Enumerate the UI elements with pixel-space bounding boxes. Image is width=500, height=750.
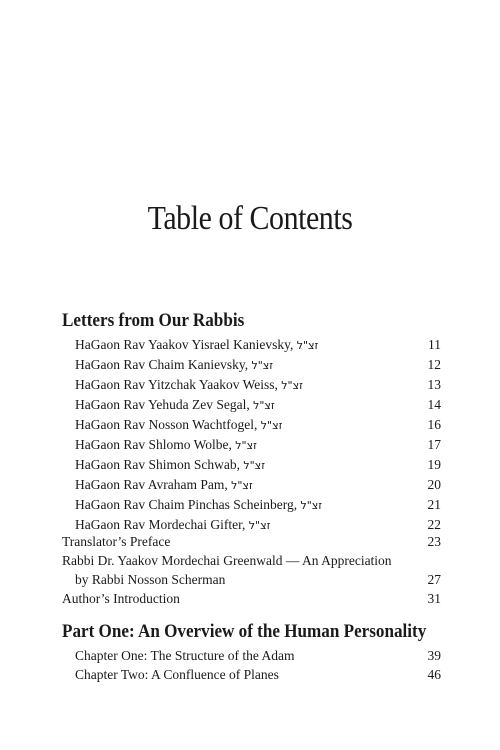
honorific-hebrew: זצ"ל (296, 339, 319, 352)
honorific-hebrew: זצ"ל (248, 519, 271, 532)
toc-entry-translators-preface[interactable] (62, 532, 441, 551)
toc-entry-letter[interactable] (62, 475, 441, 495)
toc-entry-letter[interactable] (62, 495, 441, 515)
toc-entry-label: Chapter One: The Structure of the Adam (75, 648, 295, 663)
rabbi-name: HaGaon Rav Yitzchak Yaakov Weiss, (75, 377, 278, 392)
part-one-section (62, 620, 441, 684)
honorific-hebrew: זצ"ל (253, 399, 275, 412)
toc-entry-label (62, 355, 273, 375)
section-heading-letters: Letters from Our Rabbis (62, 310, 245, 331)
toc-entry-label (62, 455, 265, 475)
toc-entry-label (62, 495, 322, 515)
toc-entry-page: 46 (427, 667, 441, 682)
toc-entry-label (62, 415, 282, 435)
rabbi-name: HaGaon Rav Nosson Wachtfogel, (75, 417, 258, 432)
rabbi-name: HaGaon Rav Yaakov Yisrael Kanievsky, (75, 337, 294, 352)
toc-entry-page: 39 (427, 648, 441, 663)
toc-entry-page: 31 (427, 591, 441, 606)
toc-entry-label (62, 435, 257, 455)
toc-entry-chapter-two[interactable] (62, 665, 441, 684)
rabbi-name: HaGaon Rav Shlomo Wolbe, (75, 437, 232, 452)
toc-entry-letter[interactable] (62, 375, 441, 395)
toc-entry-page: 16 (427, 417, 441, 432)
toc-entry-authors-introduction[interactable] (62, 589, 441, 608)
toc-entry-letter[interactable] (62, 395, 441, 415)
toc-entry-label: Rabbi Dr. Yaakov Mordechai Greenwald — An Appreciation (62, 553, 392, 568)
toc-entry-label (62, 375, 303, 395)
toc-entry-page: 20 (427, 477, 441, 492)
toc-entry-label (62, 395, 275, 415)
toc-entry-page: 14 (427, 397, 441, 412)
toc-entry-appreciation-line2[interactable] (62, 570, 441, 589)
toc-entry-letter[interactable] (62, 355, 441, 375)
rabbi-name: HaGaon Rav Chaim Pinchas Scheinberg, (75, 497, 298, 512)
letters-section (62, 309, 441, 535)
toc-entry-label: Chapter Two: A Confluence of Planes (75, 667, 279, 682)
page-title: Table of Contents (147, 200, 353, 237)
toc-entry-page: 21 (427, 497, 441, 512)
front-matter-section (62, 532, 441, 608)
toc-entry-appreciation-line1[interactable] (62, 551, 441, 570)
letters-list (62, 335, 441, 535)
toc-entry-page: 13 (427, 377, 441, 392)
honorific-hebrew: זצ"ל (281, 379, 303, 392)
toc-entry-chapter-one[interactable] (62, 646, 441, 665)
toc-entry-page: 19 (427, 457, 441, 472)
toc-entry-page: 23 (427, 534, 441, 549)
toc-entry-letter[interactable] (62, 335, 441, 355)
rabbi-name: HaGaon Rav Avraham Pam, (75, 477, 228, 492)
toc-entry-letter[interactable] (62, 435, 441, 455)
toc-entry-letter[interactable] (62, 415, 441, 435)
honorific-hebrew: זצ"ל (300, 499, 323, 512)
rabbi-name: HaGaon Rav Shimon Schwab, (75, 457, 240, 472)
toc-entry-page: 17 (427, 437, 441, 452)
toc-entry-label (62, 335, 318, 355)
toc-entry-label: by Rabbi Nosson Scherman (75, 572, 226, 587)
toc-entry-page: 27 (427, 572, 441, 587)
toc-entry-page: 12 (427, 357, 441, 372)
section-heading-part-one: Part One: An Overview of the Human Personality (62, 621, 427, 642)
toc-entry-label: Author’s Introduction (62, 591, 180, 606)
honorific-hebrew: זצ"ל (251, 359, 274, 372)
honorific-hebrew: זצ"ל (235, 439, 257, 452)
toc-entry-page: 22 (427, 517, 441, 532)
honorific-hebrew: זצ"ל (260, 419, 283, 432)
toc-entry-label: Translator’s Preface (62, 534, 171, 549)
rabbi-name: HaGaon Rav Yehuda Zev Segal, (75, 397, 250, 412)
toc-entry-label (62, 475, 253, 495)
honorific-hebrew: זצ"ל (243, 459, 266, 472)
honorific-hebrew: זצ"ל (231, 479, 253, 492)
toc-entry-page: 11 (428, 337, 441, 352)
rabbi-name: HaGaon Rav Chaim Kanievsky, (75, 357, 249, 372)
toc-entry-letter[interactable] (62, 455, 441, 475)
rabbi-name: HaGaon Rav Mordechai Gifter, (75, 517, 246, 532)
